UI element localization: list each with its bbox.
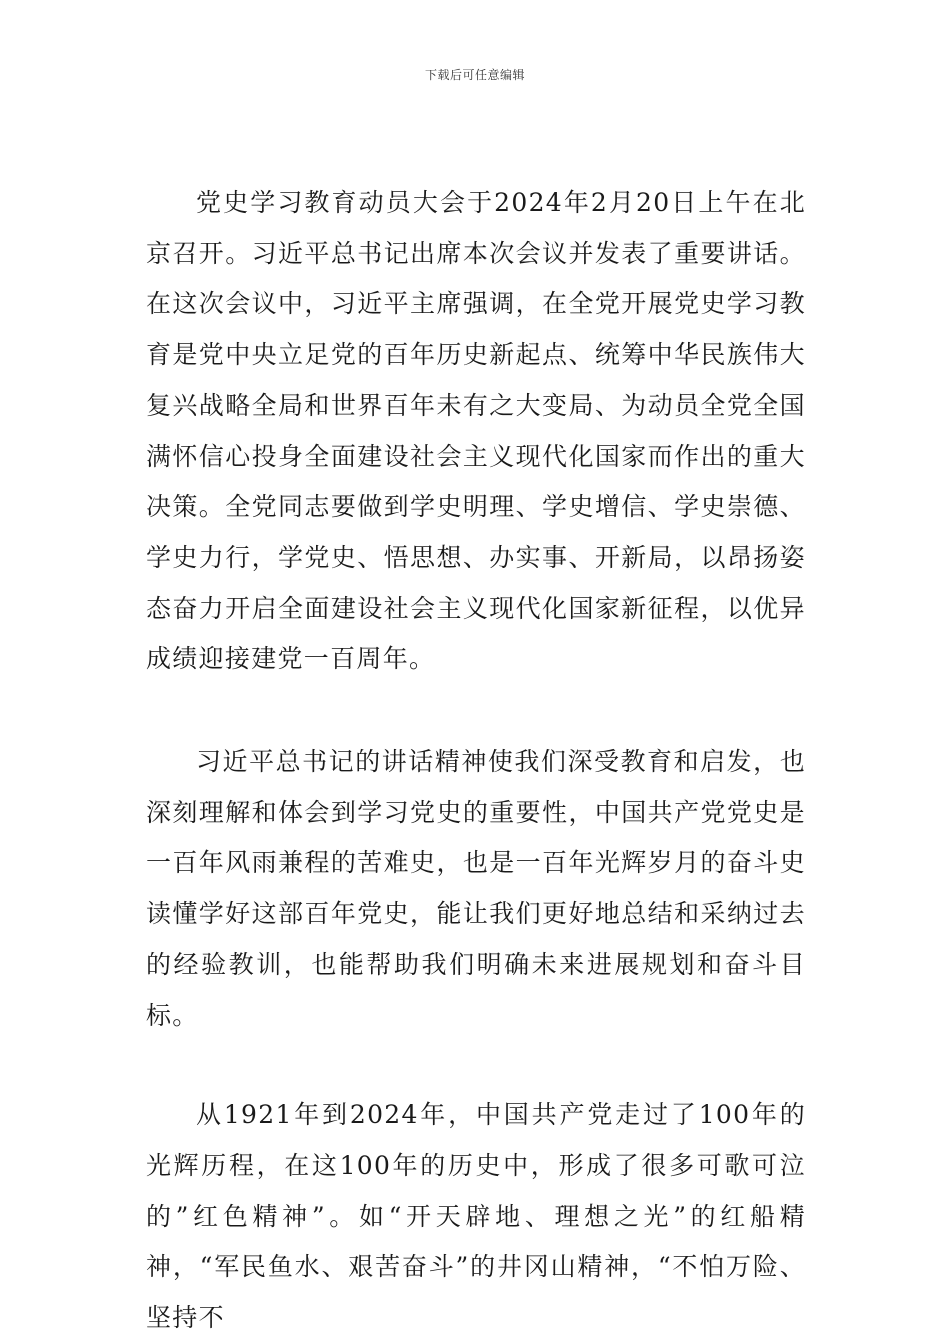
document-body bbox=[146, 178, 806, 1344]
paragraph: 习近平总书记的讲话精神使我们深受教育和启发，也深刻理解和体会到学习党史的重要性，中国共产党党史是一百年风雨兼程的苦难史，也是一百年光辉岁月的奋斗史读懂学好这部百年党史，能让我们更好地总结和采纳过去的经验教训，也能帮助我们明确未来进展规划和奋斗目标。 bbox=[146, 747, 806, 1030]
paragraph: 党史学习教育动员大会于2024年2月20日上午在北京召开。习近平总书记出席本次会议并发表了重要讲话。在这次会议中，习近平主席强调，在全党开展党史学习教育是党中央立足党的百年历史新起点、统筹中华民族伟大复兴战略全局和世界百年未有之大变局、为动员全党全国满怀信心投身全面建设社会主义现代化国家而作出的重大决策。全党同志要做到学史明理、学史增信、学史崇德、学史力行，学党史、悟思想、办实事、开新局，以昂扬姿态奋力开启全面建设社会主义现代化国家新征程，以优异成绩迎接建党一百周年。 bbox=[146, 188, 806, 674]
header-note: 下载后可任意编辑 bbox=[424, 68, 525, 82]
paragraph: 从1921年到2024年，中国共产党走过了100年的光辉历程，在这100年的历史中，形成了很多可歌可泣的”红色精神”。如“开天辟地、理想之光”的红船精神，“军民鱼水、艰苦奋斗”的井冈山精神，“不怕万险、坚持不 bbox=[146, 1100, 806, 1333]
